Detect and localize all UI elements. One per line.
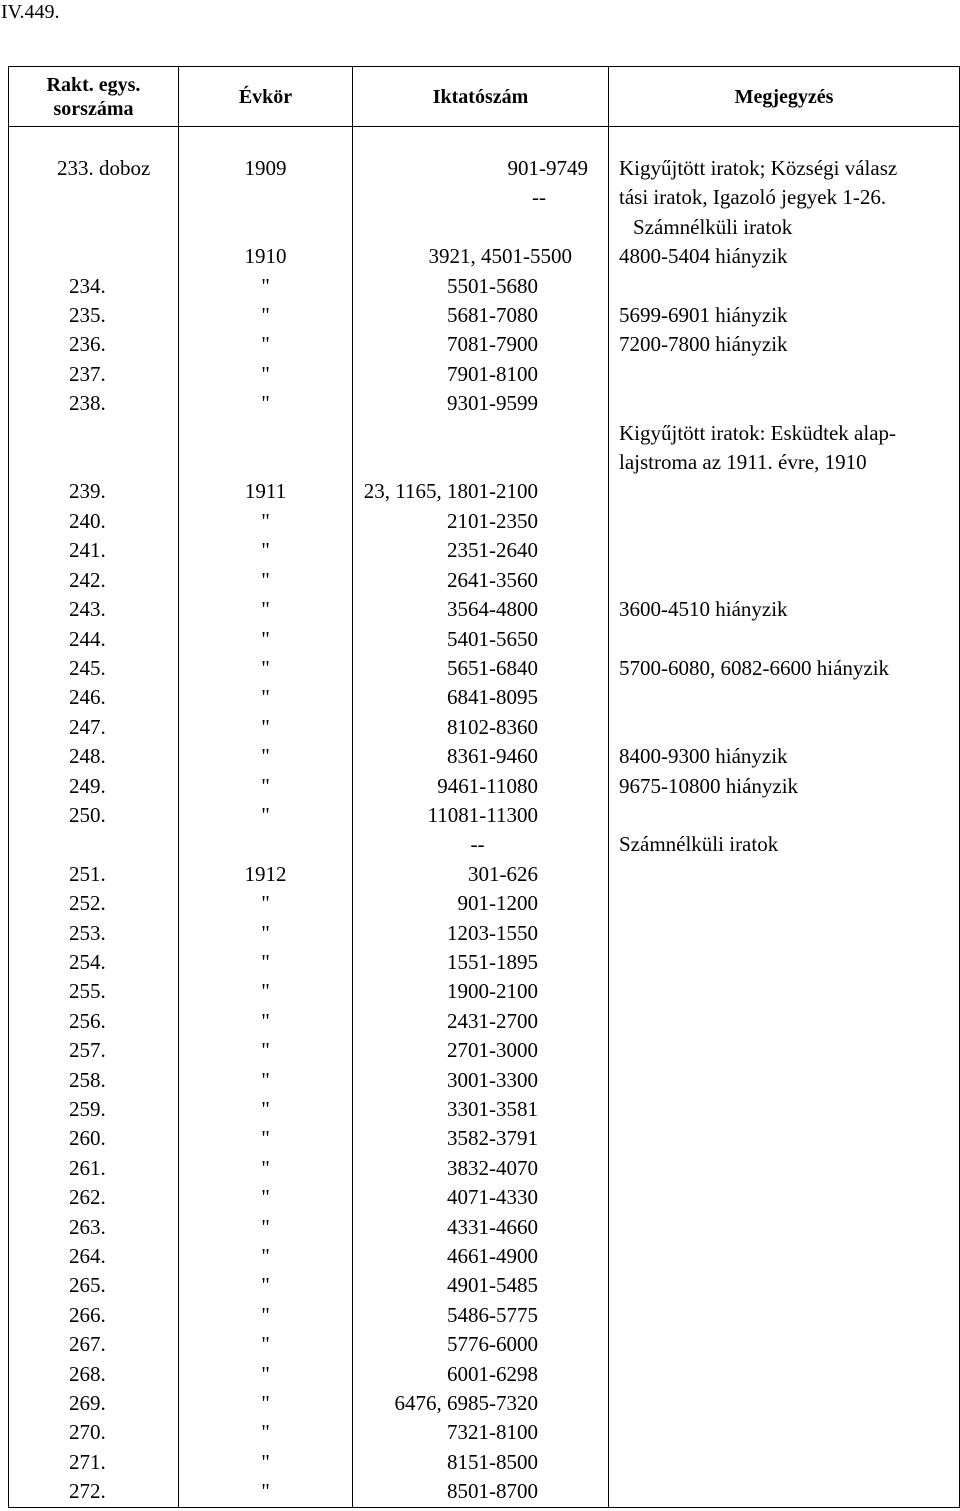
note-cell bbox=[609, 566, 960, 595]
note-cell bbox=[609, 1301, 960, 1330]
unit-cell: 267. bbox=[9, 1330, 179, 1359]
inventory-table bbox=[8, 66, 960, 1508]
registry-cell: 5501-5680 bbox=[353, 272, 609, 301]
year-cell: " bbox=[179, 301, 353, 330]
note-cell bbox=[609, 272, 960, 301]
year-cell: " bbox=[179, 1448, 353, 1477]
registry-cell: 3832-4070 bbox=[353, 1154, 609, 1183]
registry-cell: 301-626 bbox=[353, 860, 609, 889]
registry-cell: 1900-2100 bbox=[353, 977, 609, 1006]
header-unit-number bbox=[9, 67, 179, 127]
table-row bbox=[9, 272, 960, 301]
note-cell bbox=[609, 360, 960, 389]
year-cell: " bbox=[179, 919, 353, 948]
registry-cell: 2351-2640 bbox=[353, 536, 609, 565]
table-row bbox=[9, 507, 960, 536]
registry-cell: 4901-5485 bbox=[353, 1271, 609, 1300]
unit-cell: 271. bbox=[9, 1448, 179, 1477]
unit-cell: 265. bbox=[9, 1271, 179, 1300]
registry-cell: 4331-4660 bbox=[353, 1213, 609, 1242]
unit-cell: 235. bbox=[9, 301, 179, 330]
note-cell bbox=[609, 1271, 960, 1300]
note-cell bbox=[609, 1124, 960, 1153]
registry-cell: 5776-6000 bbox=[353, 1330, 609, 1359]
unit-cell: 272. bbox=[9, 1477, 179, 1507]
table-row bbox=[9, 536, 960, 565]
table-row bbox=[9, 713, 960, 742]
note-cell bbox=[609, 1183, 960, 1212]
year-cell: " bbox=[179, 566, 353, 595]
note-cell bbox=[609, 948, 960, 977]
note-cell bbox=[609, 477, 960, 506]
registry-cell: 2701-3000 bbox=[353, 1036, 609, 1065]
note-cell: Kigyűjtött iratok; Községi válasz tási iratok, Igazoló jegyek 1-26. Számnélküli iratok 4800-5404 hiányzik bbox=[609, 154, 960, 272]
page-reference: IV.449. bbox=[1, 1, 60, 23]
registry-cell: 8151-8500 bbox=[353, 1448, 609, 1477]
registry-cell: 1203-1550 bbox=[353, 919, 609, 948]
year-cell: " bbox=[179, 772, 353, 801]
registry-cell: 8102-8360 bbox=[353, 713, 609, 742]
table-row bbox=[9, 1242, 960, 1271]
year-cell: " bbox=[179, 1271, 353, 1300]
year-cell: 1911 bbox=[179, 477, 353, 506]
header-note: Megjegyzés bbox=[609, 67, 960, 127]
table-row bbox=[9, 301, 960, 330]
table-row bbox=[9, 1036, 960, 1065]
note-cell bbox=[609, 889, 960, 918]
year-cell: " bbox=[179, 1213, 353, 1242]
unit-cell: 240. bbox=[9, 507, 179, 536]
year-cell: " bbox=[179, 1418, 353, 1447]
year-cell: " bbox=[179, 1242, 353, 1271]
table-row bbox=[9, 330, 960, 359]
table-header-row bbox=[9, 67, 960, 127]
note-cell bbox=[609, 1477, 960, 1507]
note-cell: 9675-10800 hiányzik bbox=[609, 772, 960, 801]
registry-cell: 901-1200 bbox=[353, 889, 609, 918]
note-cell bbox=[609, 625, 960, 654]
table-row bbox=[9, 742, 960, 771]
year-cell: " bbox=[179, 801, 353, 860]
year-cell: " bbox=[179, 1007, 353, 1036]
registry-cell: 4661-4900 bbox=[353, 1242, 609, 1271]
table-row bbox=[9, 683, 960, 712]
registry-cell: 6001-6298 bbox=[353, 1360, 609, 1389]
unit-cell: 270. bbox=[9, 1418, 179, 1447]
unit-cell: 252. bbox=[9, 889, 179, 918]
note-cell bbox=[609, 1448, 960, 1477]
table-row bbox=[9, 801, 960, 860]
year-cell: " bbox=[179, 713, 353, 742]
unit-cell: 239. bbox=[9, 477, 179, 506]
registry-cell: 6841-8095 bbox=[353, 683, 609, 712]
table-row bbox=[9, 1124, 960, 1153]
unit-cell: 256. bbox=[9, 1007, 179, 1036]
year-cell: " bbox=[179, 1360, 353, 1389]
note-cell bbox=[609, 536, 960, 565]
registry-cell: 8361-9460 bbox=[353, 742, 609, 771]
registry-cell: 7321-8100 bbox=[353, 1418, 609, 1447]
table-row bbox=[9, 977, 960, 1006]
unit-cell: 261. bbox=[9, 1154, 179, 1183]
note-cell: Kigyűjtött iratok: Esküdtek alap- lajstroma az 1911. évre, 1910 bbox=[609, 389, 960, 477]
year-cell: " bbox=[179, 595, 353, 624]
note-cell bbox=[609, 1066, 960, 1095]
table-row bbox=[9, 1330, 960, 1359]
registry-cell: 5651-6840 bbox=[353, 654, 609, 683]
table-row bbox=[9, 1095, 960, 1124]
year-cell: " bbox=[179, 1036, 353, 1065]
unit-cell: 248. bbox=[9, 742, 179, 771]
table-row bbox=[9, 1066, 960, 1095]
registry-cell: 7081-7900 bbox=[353, 330, 609, 359]
table-row bbox=[9, 1154, 960, 1183]
note-cell bbox=[609, 919, 960, 948]
unit-cell: 259. bbox=[9, 1095, 179, 1124]
table-row bbox=[9, 477, 960, 506]
table-row bbox=[9, 772, 960, 801]
unit-cell: 254. bbox=[9, 948, 179, 977]
year-cell: " bbox=[179, 889, 353, 918]
year-cell: " bbox=[179, 1066, 353, 1095]
year-cell: 1912 bbox=[179, 860, 353, 889]
table-row bbox=[9, 1007, 960, 1036]
unit-cell: 244. bbox=[9, 625, 179, 654]
year-cell: " bbox=[179, 1183, 353, 1212]
note-cell bbox=[609, 713, 960, 742]
table-row bbox=[9, 948, 960, 977]
note-cell bbox=[609, 1154, 960, 1183]
year-cell: " bbox=[179, 1389, 353, 1418]
registry-cell: 11081-11300 -- bbox=[353, 801, 609, 860]
table-row bbox=[9, 1271, 960, 1300]
unit-cell: 258. bbox=[9, 1066, 179, 1095]
note-cell: 5700-6080, 6082-6600 hiányzik bbox=[609, 654, 960, 683]
spacer-row bbox=[9, 127, 960, 155]
registry-cell: 5681-7080 bbox=[353, 301, 609, 330]
note-cell bbox=[609, 1418, 960, 1447]
registry-cell: 23, 1165, 1801-2100 bbox=[353, 477, 609, 506]
unit-cell: 257. bbox=[9, 1036, 179, 1065]
year-cell: 1909 1910 bbox=[179, 154, 353, 272]
registry-cell: 901-9749 -- 3921, 4501-5500 bbox=[353, 154, 609, 272]
registry-cell: 1551-1895 bbox=[353, 948, 609, 977]
registry-cell: 7901-8100 bbox=[353, 360, 609, 389]
registry-cell: 3582-3791 bbox=[353, 1124, 609, 1153]
registry-cell: 3564-4800 bbox=[353, 595, 609, 624]
year-cell: " bbox=[179, 742, 353, 771]
unit-cell: 245. bbox=[9, 654, 179, 683]
unit-cell: 269. bbox=[9, 1389, 179, 1418]
year-cell: " bbox=[179, 948, 353, 977]
note-cell: Számnélküli iratok bbox=[609, 801, 960, 860]
table-row bbox=[9, 860, 960, 889]
header-year: Évkör bbox=[179, 67, 353, 127]
note-cell bbox=[609, 1389, 960, 1418]
header-unit-line1: Rakt. egys. bbox=[46, 73, 141, 96]
note-cell bbox=[609, 1330, 960, 1359]
registry-cell: 8501-8700 bbox=[353, 1477, 609, 1507]
note-cell: 3600-4510 hiányzik bbox=[609, 595, 960, 624]
table-row bbox=[9, 154, 960, 272]
unit-cell: 237. bbox=[9, 360, 179, 389]
note-cell bbox=[609, 683, 960, 712]
unit-cell: 242. bbox=[9, 566, 179, 595]
year-cell: " bbox=[179, 1301, 353, 1330]
unit-cell: 234. bbox=[9, 272, 179, 301]
table-row bbox=[9, 625, 960, 654]
unit-cell: 250. bbox=[9, 801, 179, 860]
registry-cell: 5401-5650 bbox=[353, 625, 609, 654]
note-cell: 8400-9300 hiányzik bbox=[609, 742, 960, 771]
year-cell: " bbox=[179, 625, 353, 654]
registry-cell: 2101-2350 bbox=[353, 507, 609, 536]
table-row bbox=[9, 566, 960, 595]
note-cell: 7200-7800 hiányzik bbox=[609, 330, 960, 359]
unit-cell: 266. bbox=[9, 1301, 179, 1330]
table-row bbox=[9, 1213, 960, 1242]
unit-cell: 249. bbox=[9, 772, 179, 801]
unit-cell: 255. bbox=[9, 977, 179, 1006]
table-row bbox=[9, 1360, 960, 1389]
unit-cell: 233. doboz bbox=[9, 154, 179, 272]
year-cell: " bbox=[179, 1477, 353, 1507]
table-row bbox=[9, 919, 960, 948]
registry-cell: 9461-11080 bbox=[353, 772, 609, 801]
unit-cell: 251. bbox=[9, 860, 179, 889]
table-row bbox=[9, 595, 960, 624]
note-cell bbox=[609, 1360, 960, 1389]
registry-cell: 6476, 6985-7320 bbox=[353, 1389, 609, 1418]
year-cell: " bbox=[179, 360, 353, 389]
note-cell bbox=[609, 1095, 960, 1124]
header-unit-line2: sorszáma bbox=[53, 97, 134, 120]
unit-cell: 243. bbox=[9, 595, 179, 624]
header-registry-number: Iktatószám bbox=[353, 67, 609, 127]
year-cell: " bbox=[179, 1095, 353, 1124]
note-cell bbox=[609, 507, 960, 536]
year-cell: " bbox=[179, 330, 353, 359]
year-cell: " bbox=[179, 507, 353, 536]
year-cell: " bbox=[179, 683, 353, 712]
year-cell: " bbox=[179, 272, 353, 301]
note-cell bbox=[609, 860, 960, 889]
table-row bbox=[9, 889, 960, 918]
table-row bbox=[9, 1448, 960, 1477]
note-cell bbox=[609, 1007, 960, 1036]
table-row bbox=[9, 360, 960, 389]
unit-cell: 236. bbox=[9, 330, 179, 359]
unit-cell: 260. bbox=[9, 1124, 179, 1153]
note-cell bbox=[609, 977, 960, 1006]
table-row bbox=[9, 1477, 960, 1507]
table-row bbox=[9, 654, 960, 683]
year-cell: " bbox=[179, 654, 353, 683]
table-row bbox=[9, 1389, 960, 1418]
note-cell bbox=[609, 1242, 960, 1271]
table-row bbox=[9, 1301, 960, 1330]
unit-cell: 238. bbox=[9, 389, 179, 477]
year-cell: " bbox=[179, 1124, 353, 1153]
table-row bbox=[9, 1183, 960, 1212]
year-cell: " bbox=[179, 536, 353, 565]
unit-cell: 247. bbox=[9, 713, 179, 742]
note-cell bbox=[609, 1036, 960, 1065]
registry-cell: 2641-3560 bbox=[353, 566, 609, 595]
year-cell: " bbox=[179, 389, 353, 477]
unit-cell: 253. bbox=[9, 919, 179, 948]
registry-cell: 9301-9599 bbox=[353, 389, 609, 477]
registry-cell: 3001-3300 bbox=[353, 1066, 609, 1095]
table-row bbox=[9, 1418, 960, 1447]
year-cell: " bbox=[179, 1154, 353, 1183]
registry-cell: 2431-2700 bbox=[353, 1007, 609, 1036]
unit-cell: 264. bbox=[9, 1242, 179, 1271]
year-cell: " bbox=[179, 977, 353, 1006]
unit-cell: 246. bbox=[9, 683, 179, 712]
year-cell: " bbox=[179, 1330, 353, 1359]
table-row bbox=[9, 389, 960, 477]
registry-cell: 4071-4330 bbox=[353, 1183, 609, 1212]
unit-cell: 263. bbox=[9, 1213, 179, 1242]
registry-cell: 3301-3581 bbox=[353, 1095, 609, 1124]
unit-cell: 262. bbox=[9, 1183, 179, 1212]
note-cell: 5699-6901 hiányzik bbox=[609, 301, 960, 330]
unit-cell: 241. bbox=[9, 536, 179, 565]
unit-cell: 268. bbox=[9, 1360, 179, 1389]
registry-cell: 5486-5775 bbox=[353, 1301, 609, 1330]
note-cell bbox=[609, 1213, 960, 1242]
